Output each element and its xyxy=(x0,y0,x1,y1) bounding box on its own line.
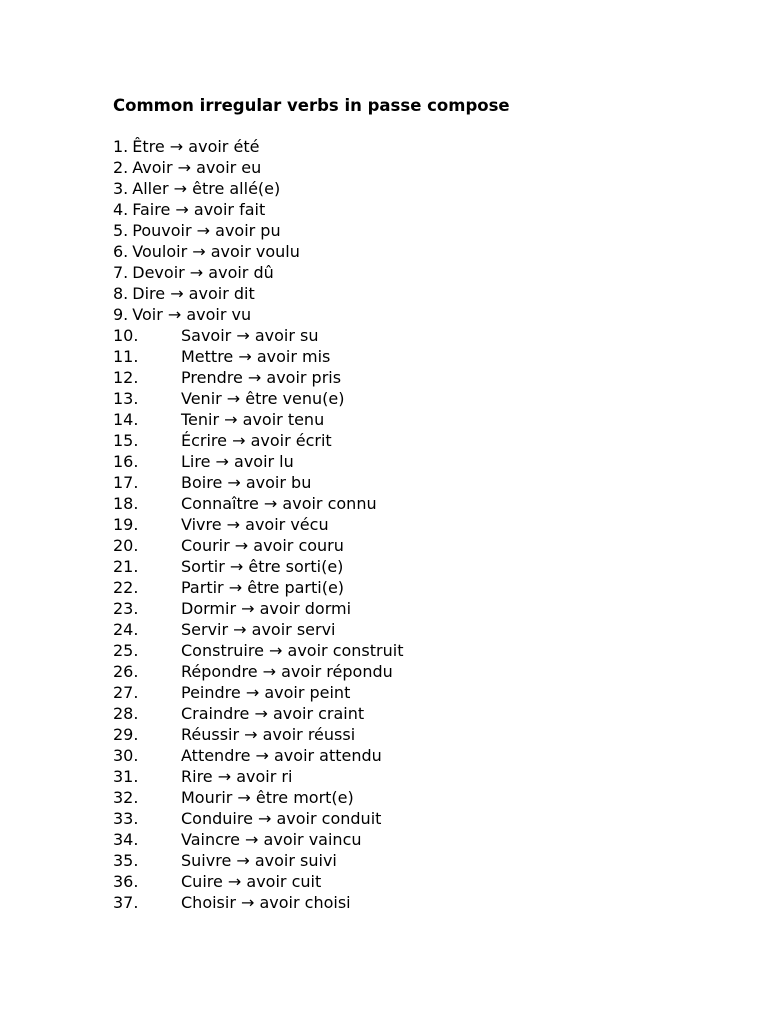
list-item-number: 14. xyxy=(113,410,139,429)
list-item xyxy=(113,493,403,514)
list-item-text: Dire → avoir dit xyxy=(132,284,255,303)
list-item xyxy=(113,178,403,199)
list-item-number: 22. xyxy=(113,578,139,597)
list-item-text: Avoir → avoir eu xyxy=(132,158,262,177)
list-item-text: Craindre → avoir craint xyxy=(181,704,365,723)
list-item xyxy=(113,199,403,220)
list-item xyxy=(113,598,403,619)
list-item xyxy=(113,409,403,430)
list-item-text: Faire → avoir fait xyxy=(132,200,266,219)
list-item-number: 33. xyxy=(113,809,139,828)
list-item-number: 24. xyxy=(113,620,139,639)
list-item-number: 5. xyxy=(113,221,129,240)
list-item-text: Dormir → avoir dormi xyxy=(181,599,352,618)
list-item-text: Mourir → être mort(e) xyxy=(181,788,354,807)
list-item-text: Être → avoir été xyxy=(132,137,260,156)
list-item-number: 31. xyxy=(113,767,139,786)
list-item-text: Prendre → avoir pris xyxy=(181,368,342,387)
list-item xyxy=(113,640,403,661)
list-item xyxy=(113,388,403,409)
document-title: Common irregular verbs in passe compose xyxy=(113,96,510,115)
list-item-number: 23. xyxy=(113,599,139,618)
list-item-number: 12. xyxy=(113,368,139,387)
list-item xyxy=(113,136,403,157)
list-item xyxy=(113,871,403,892)
list-item xyxy=(113,766,403,787)
list-item-number: 15. xyxy=(113,431,139,450)
list-item-text: Vaincre → avoir vaincu xyxy=(181,830,362,849)
list-item-text: Pouvoir → avoir pu xyxy=(132,221,281,240)
list-item-text: Choisir → avoir choisi xyxy=(181,893,351,912)
list-item-text: Tenir → avoir tenu xyxy=(181,410,325,429)
list-item-number: 1. xyxy=(113,137,129,156)
list-item xyxy=(113,283,403,304)
list-item xyxy=(113,577,403,598)
list-item-text: Construire → avoir construit xyxy=(181,641,404,660)
list-item-text: Vivre → avoir vécu xyxy=(181,515,329,534)
list-item-text: Venir → être venu(e) xyxy=(181,389,345,408)
list-item-number: 10. xyxy=(113,326,139,345)
list-item xyxy=(113,157,403,178)
list-item-number: 34. xyxy=(113,830,139,849)
list-item-number: 30. xyxy=(113,746,139,765)
list-item-text: Courir → avoir couru xyxy=(181,536,344,555)
list-item-number: 16. xyxy=(113,452,139,471)
list-item-text: Partir → être parti(e) xyxy=(181,578,345,597)
list-item-text: Vouloir → avoir voulu xyxy=(132,242,300,261)
list-item xyxy=(113,325,403,346)
list-item xyxy=(113,262,403,283)
verb-list xyxy=(113,136,403,913)
list-item xyxy=(113,892,403,913)
list-item xyxy=(113,367,403,388)
list-item-number: 35. xyxy=(113,851,139,870)
list-item xyxy=(113,808,403,829)
list-item-number: 18. xyxy=(113,494,139,513)
list-item xyxy=(113,829,403,850)
list-item-number: 11. xyxy=(113,347,139,366)
list-item-text: Rire → avoir ri xyxy=(181,767,293,786)
list-item-number: 32. xyxy=(113,788,139,807)
list-item-number: 7. xyxy=(113,263,129,282)
list-item xyxy=(113,241,403,262)
list-item-number: 8. xyxy=(113,284,129,303)
list-item xyxy=(113,619,403,640)
list-item-number: 4. xyxy=(113,200,129,219)
list-item-text: Devoir → avoir dû xyxy=(132,263,274,282)
list-item-number: 9. xyxy=(113,305,129,324)
list-item-text: Répondre → avoir répondu xyxy=(181,662,393,681)
list-item-number: 21. xyxy=(113,557,139,576)
list-item-number: 28. xyxy=(113,704,139,723)
list-item xyxy=(113,472,403,493)
list-item-number: 36. xyxy=(113,872,139,891)
list-item xyxy=(113,724,403,745)
list-item xyxy=(113,661,403,682)
list-item xyxy=(113,430,403,451)
list-item xyxy=(113,703,403,724)
list-item-text: Peindre → avoir peint xyxy=(181,683,351,702)
list-item-number: 3. xyxy=(113,179,129,198)
list-item-text: Aller → être allé(e) xyxy=(132,179,281,198)
list-item-number: 25. xyxy=(113,641,139,660)
list-item-number: 19. xyxy=(113,515,139,534)
list-item-text: Servir → avoir servi xyxy=(181,620,336,639)
list-item-number: 27. xyxy=(113,683,139,702)
list-item-text: Savoir → avoir su xyxy=(181,326,319,345)
list-item xyxy=(113,682,403,703)
list-item-number: 26. xyxy=(113,662,139,681)
list-item xyxy=(113,535,403,556)
list-item-text: Voir → avoir vu xyxy=(132,305,252,324)
list-item-number: 17. xyxy=(113,473,139,492)
list-item-number: 37. xyxy=(113,893,139,912)
list-item xyxy=(113,514,403,535)
list-item xyxy=(113,787,403,808)
list-item-number: 20. xyxy=(113,536,139,555)
list-item-text: Sortir → être sorti(e) xyxy=(181,557,344,576)
list-item xyxy=(113,745,403,766)
list-item xyxy=(113,451,403,472)
list-item xyxy=(113,556,403,577)
list-item xyxy=(113,220,403,241)
list-item xyxy=(113,346,403,367)
list-item-text: Boire → avoir bu xyxy=(181,473,312,492)
list-item-text: Réussir → avoir réussi xyxy=(181,725,356,744)
list-item-text: Mettre → avoir mis xyxy=(181,347,331,366)
list-item-text: Lire → avoir lu xyxy=(181,452,294,471)
list-item-number: 29. xyxy=(113,725,139,744)
list-item-number: 13. xyxy=(113,389,139,408)
list-item-text: Connaître → avoir connu xyxy=(181,494,377,513)
list-item xyxy=(113,304,403,325)
list-item-text: Attendre → avoir attendu xyxy=(181,746,382,765)
list-item xyxy=(113,850,403,871)
list-item-number: 2. xyxy=(113,158,129,177)
list-item-text: Conduire → avoir conduit xyxy=(181,809,382,828)
list-item-text: Suivre → avoir suivi xyxy=(181,851,337,870)
list-item-text: Écrire → avoir écrit xyxy=(181,431,332,450)
list-item-text: Cuire → avoir cuit xyxy=(181,872,322,891)
list-item-number: 6. xyxy=(113,242,129,261)
